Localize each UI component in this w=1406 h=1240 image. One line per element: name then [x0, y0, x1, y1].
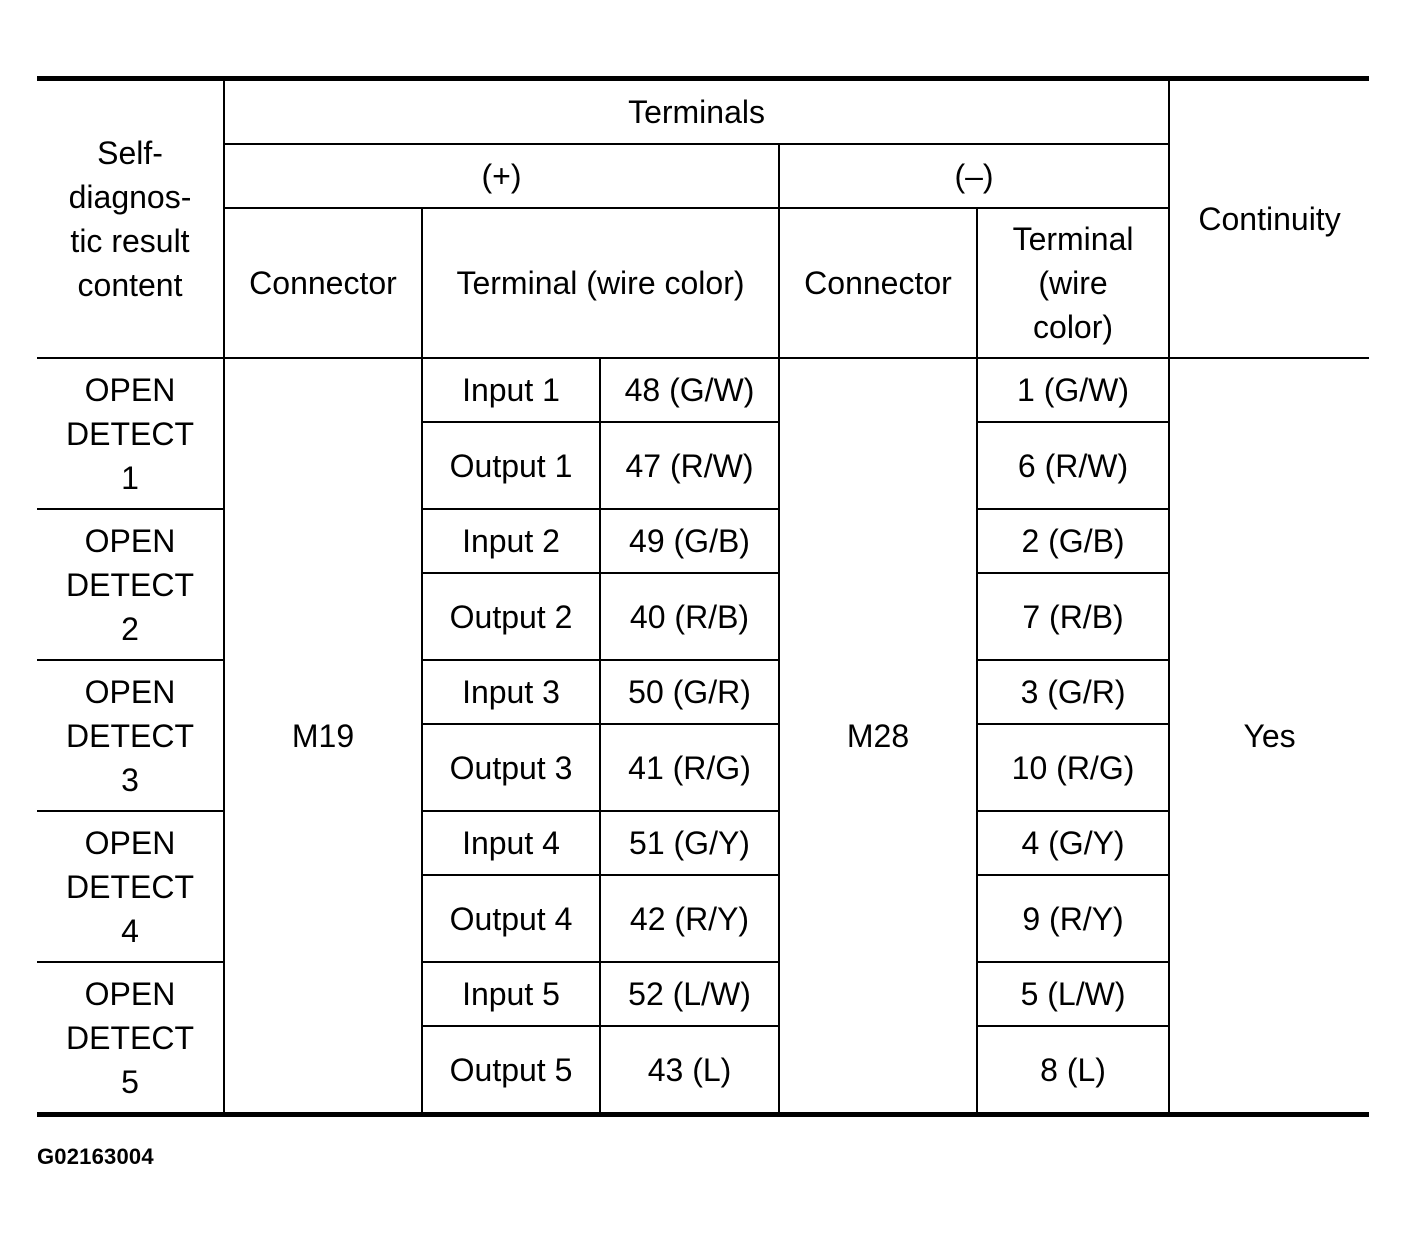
plus-terminal-cell: 43 (L) — [600, 1026, 779, 1115]
connector-minus-cell: M28 — [779, 358, 977, 1115]
minus-terminal-cell: 10 (R/G) — [977, 724, 1169, 811]
minus-terminal-cell: 7 (R/B) — [977, 573, 1169, 660]
minus-terminal-cell: 6 (R/W) — [977, 422, 1169, 509]
header-terminals: Terminals — [224, 79, 1169, 145]
minus-terminal-cell: 2 (G/B) — [977, 509, 1169, 573]
minus-terminal-cell: 8 (L) — [977, 1026, 1169, 1115]
continuity-check-table — [37, 76, 1369, 1117]
minus-terminal-cell: 5 (L/W) — [977, 962, 1169, 1026]
self-diagnostic-result-cell: OPEN DETECT 1 — [37, 358, 224, 509]
self-diagnostic-result-cell: OPEN DETECT 5 — [37, 962, 224, 1115]
signal-cell: Input 2 — [422, 509, 600, 573]
signal-cell: Output 3 — [422, 724, 600, 811]
signal-cell: Output 1 — [422, 422, 600, 509]
self-diagnostic-result-cell: OPEN DETECT 3 — [37, 660, 224, 811]
header-terminal-wire-color-plus: Terminal (wire color) — [422, 208, 779, 358]
signal-cell: Input 3 — [422, 660, 600, 724]
header-self-diagnostic-result: Self- diagnos- tic result content — [37, 79, 224, 359]
continuity-cell: Yes — [1169, 358, 1369, 1115]
header-connector-plus: Connector — [224, 208, 422, 358]
plus-terminal-cell: 50 (G/R) — [600, 660, 779, 724]
self-diagnostic-result-cell: OPEN DETECT 4 — [37, 811, 224, 962]
signal-cell: Output 4 — [422, 875, 600, 962]
header-terminal-wire-color-minus: Terminal (wire color) — [977, 208, 1169, 358]
plus-terminal-cell: 52 (L/W) — [600, 962, 779, 1026]
plus-terminal-cell: 42 (R/Y) — [600, 875, 779, 962]
signal-cell: Output 5 — [422, 1026, 600, 1115]
self-diagnostic-result-cell: OPEN DETECT 2 — [37, 509, 224, 660]
header-continuity: Continuity — [1169, 79, 1369, 359]
plus-terminal-cell: 40 (R/B) — [600, 573, 779, 660]
plus-terminal-cell: 51 (G/Y) — [600, 811, 779, 875]
table-row — [37, 358, 1369, 422]
signal-cell: Input 1 — [422, 358, 600, 422]
plus-terminal-cell: 47 (R/W) — [600, 422, 779, 509]
minus-terminal-cell: 9 (R/Y) — [977, 875, 1169, 962]
header-minus: (–) — [779, 144, 1169, 208]
plus-terminal-cell: 41 (R/G) — [600, 724, 779, 811]
minus-terminal-cell: 3 (G/R) — [977, 660, 1169, 724]
header-plus: (+) — [224, 144, 779, 208]
connector-plus-cell: M19 — [224, 358, 422, 1115]
signal-cell: Input 5 — [422, 962, 600, 1026]
plus-terminal-cell: 49 (G/B) — [600, 509, 779, 573]
header-connector-minus: Connector — [779, 208, 977, 358]
minus-terminal-cell: 1 (G/W) — [977, 358, 1169, 422]
signal-cell: Input 4 — [422, 811, 600, 875]
minus-terminal-cell: 4 (G/Y) — [977, 811, 1169, 875]
plus-terminal-cell: 48 (G/W) — [600, 358, 779, 422]
figure-id: G02163004 — [37, 1144, 154, 1169]
signal-cell: Output 2 — [422, 573, 600, 660]
